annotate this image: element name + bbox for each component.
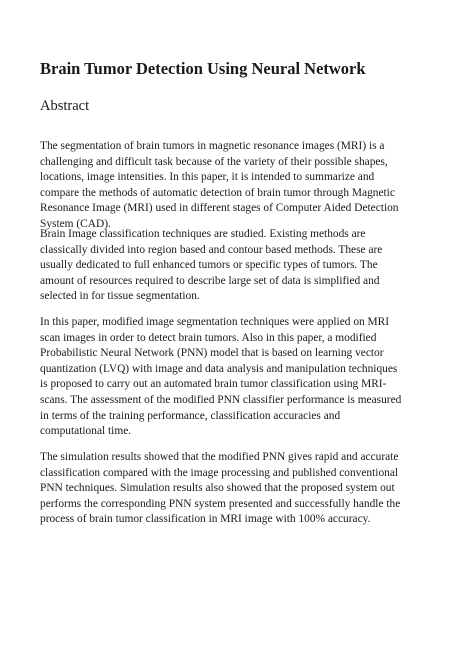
text-line: process of brain tumor classification in MRI image with 100% accuracy.: [40, 513, 371, 526]
text-line: performs the corresponding PNN system presented and successfully handle the: [40, 497, 401, 510]
text-line: Probabilistic Neural Network (PNN) model that is based on learning vector: [40, 347, 384, 360]
abstract-paragraph-2: [40, 227, 440, 305]
text-line: Resonance Image (MRI) used in different stages of Computer Aided Detection: [40, 202, 399, 215]
text-line: classification compared with the image processing and published conventional: [40, 466, 399, 479]
document-title: Brain Tumor Detection Using Neural Network: [40, 59, 366, 78]
abstract-paragraph-4: [40, 450, 440, 528]
text-line: challenging and difficult task because of the variety of their possible shapes,: [40, 155, 388, 168]
text-line: computational time.: [40, 425, 132, 438]
text-line: in terms of the training performance, classification accuracies and: [40, 409, 341, 422]
abstract-paragraph-3: [40, 315, 440, 440]
text-line: scan images in order to detect brain tumors. Also in this paper, a modified: [40, 331, 377, 344]
text-line: compare the methods of automatic detection of brain tumor through Magnetic: [40, 186, 395, 199]
text-line: The simulation results showed that the modified PNN gives rapid and accurate: [40, 451, 399, 463]
text-line: quantization (LVQ) with image and data analysis and manipulation techniques: [40, 362, 398, 375]
text-line: Brain Image classification techniques are studied. Existing methods are: [40, 228, 366, 240]
text-line: In this paper, modified image segmentation techniques were applied on MRI: [40, 316, 390, 328]
text-line: The segmentation of brain tumors in magnetic resonance images (MRI) is a: [40, 140, 385, 152]
text-line: is proposed to carry out an automated brain tumor classification using MRI-: [40, 378, 387, 391]
section-heading-abstract: Abstract: [40, 98, 90, 114]
text-line: amount of resources required to describe large set of data is simplified and: [40, 274, 380, 287]
text-line: scans. The assessment of the modified PNN classifier performance is measured: [40, 393, 402, 406]
text-line: locations, image intensities. In this paper, it is intended to summarize and: [40, 171, 375, 184]
text-line: classically divided into region based and contour based methods. These are: [40, 243, 383, 256]
text-line: selected in for tissue segmentation.: [40, 290, 200, 303]
abstract-paragraph-1: [40, 139, 440, 233]
text-line: System (CAD).: [40, 217, 111, 230]
text-line: PNN techniques. Simulation results also showed that the proposed system out: [40, 482, 395, 495]
text-line: usually dedicated to full enhanced tumors or specific types of tumors. The: [40, 259, 378, 272]
